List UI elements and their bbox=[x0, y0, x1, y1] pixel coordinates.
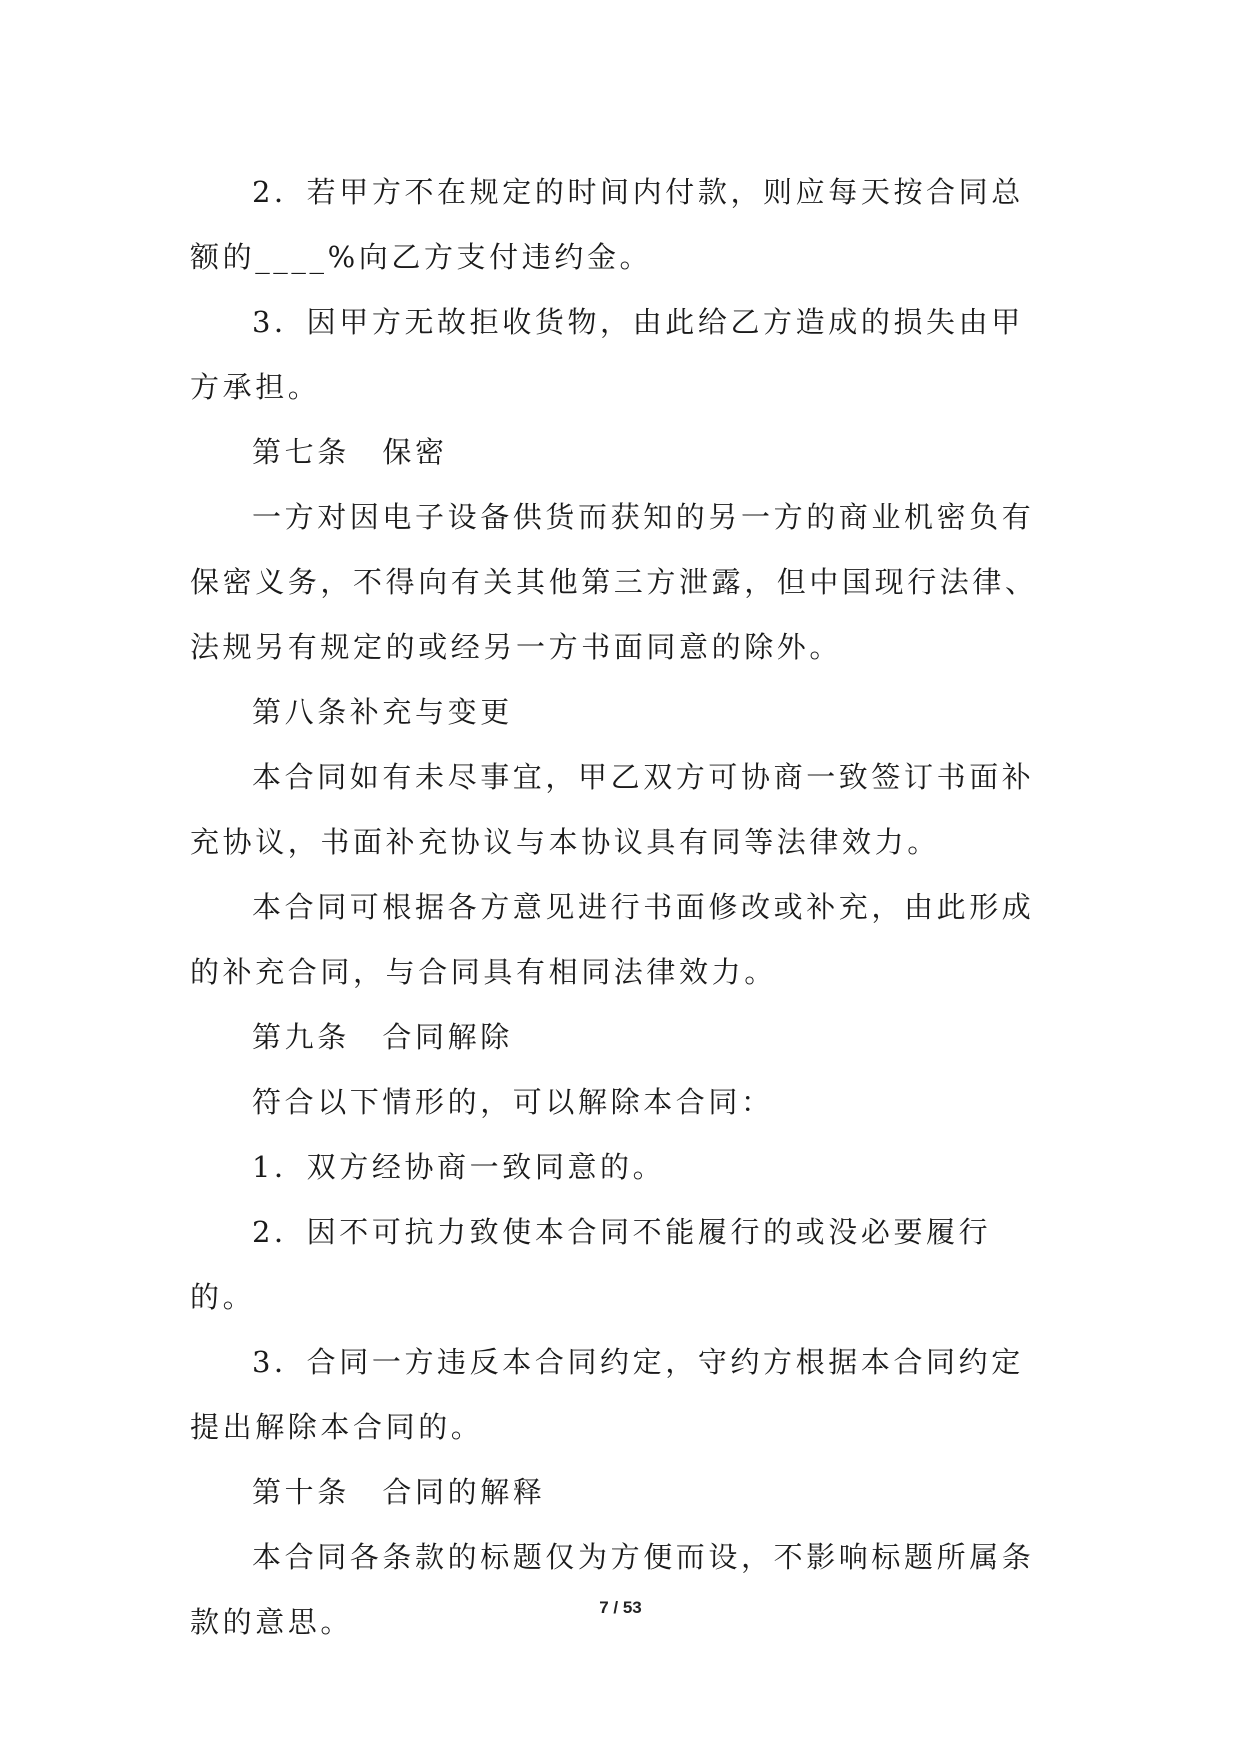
page-number: 7 / 53 bbox=[599, 1598, 642, 1617]
clause-8-heading: 第八条补充与变更 bbox=[252, 695, 513, 729]
clause-9-item-1: 1．双方经协商一致同意的。 bbox=[252, 1150, 666, 1184]
clause-9-item-2: 2．因不可抗力致使本合同不能履行的或没必要履行的。 bbox=[190, 1215, 992, 1314]
clause-9-heading: 第九条 合同解除 bbox=[252, 1020, 513, 1054]
clause-8-body-1: 本合同如有未尽事宜，甲乙双方可协商一致签订书面补充协议，书面补充协议与本协议具有同等法律效力。 bbox=[190, 760, 1035, 859]
clause-10-heading: 第十条 合同的解释 bbox=[252, 1475, 546, 1509]
clause-8-body-2: 本合同可根据各方意见进行书面修改或补充，由此形成的补充合同，与合同具有相同法律效力。 bbox=[190, 890, 1035, 989]
clause-9-item-3: 3．合同一方违反本合同约定，守约方根据本合同约定提出解除本合同的。 bbox=[190, 1345, 1024, 1444]
document-body bbox=[190, 160, 1054, 1655]
clause-9-intro: 符合以下情形的，可以解除本合同： bbox=[252, 1085, 774, 1119]
clause-6-item-2: 2．若甲方不在规定的时间内付款，则应每天按合同总额的____%向乙方支付违约金。 bbox=[190, 175, 1024, 274]
clause-10-body: 本合同各条款的标题仅为方便而设，不影响标题所属条款的意思。 bbox=[190, 1540, 1035, 1639]
clause-6-item-3: 3．因甲方无故拒收货物，由此给乙方造成的损失由甲方承担。 bbox=[190, 305, 1024, 404]
clause-7-body: 一方对因电子设备供货而获知的另一方的商业机密负有保密义务，不得向有关其他第三方泄露，但中国现行法律、法规另有规定的或经另一方书面同意的除外。 bbox=[190, 500, 1038, 664]
clause-7-heading: 第七条 保密 bbox=[252, 435, 448, 469]
